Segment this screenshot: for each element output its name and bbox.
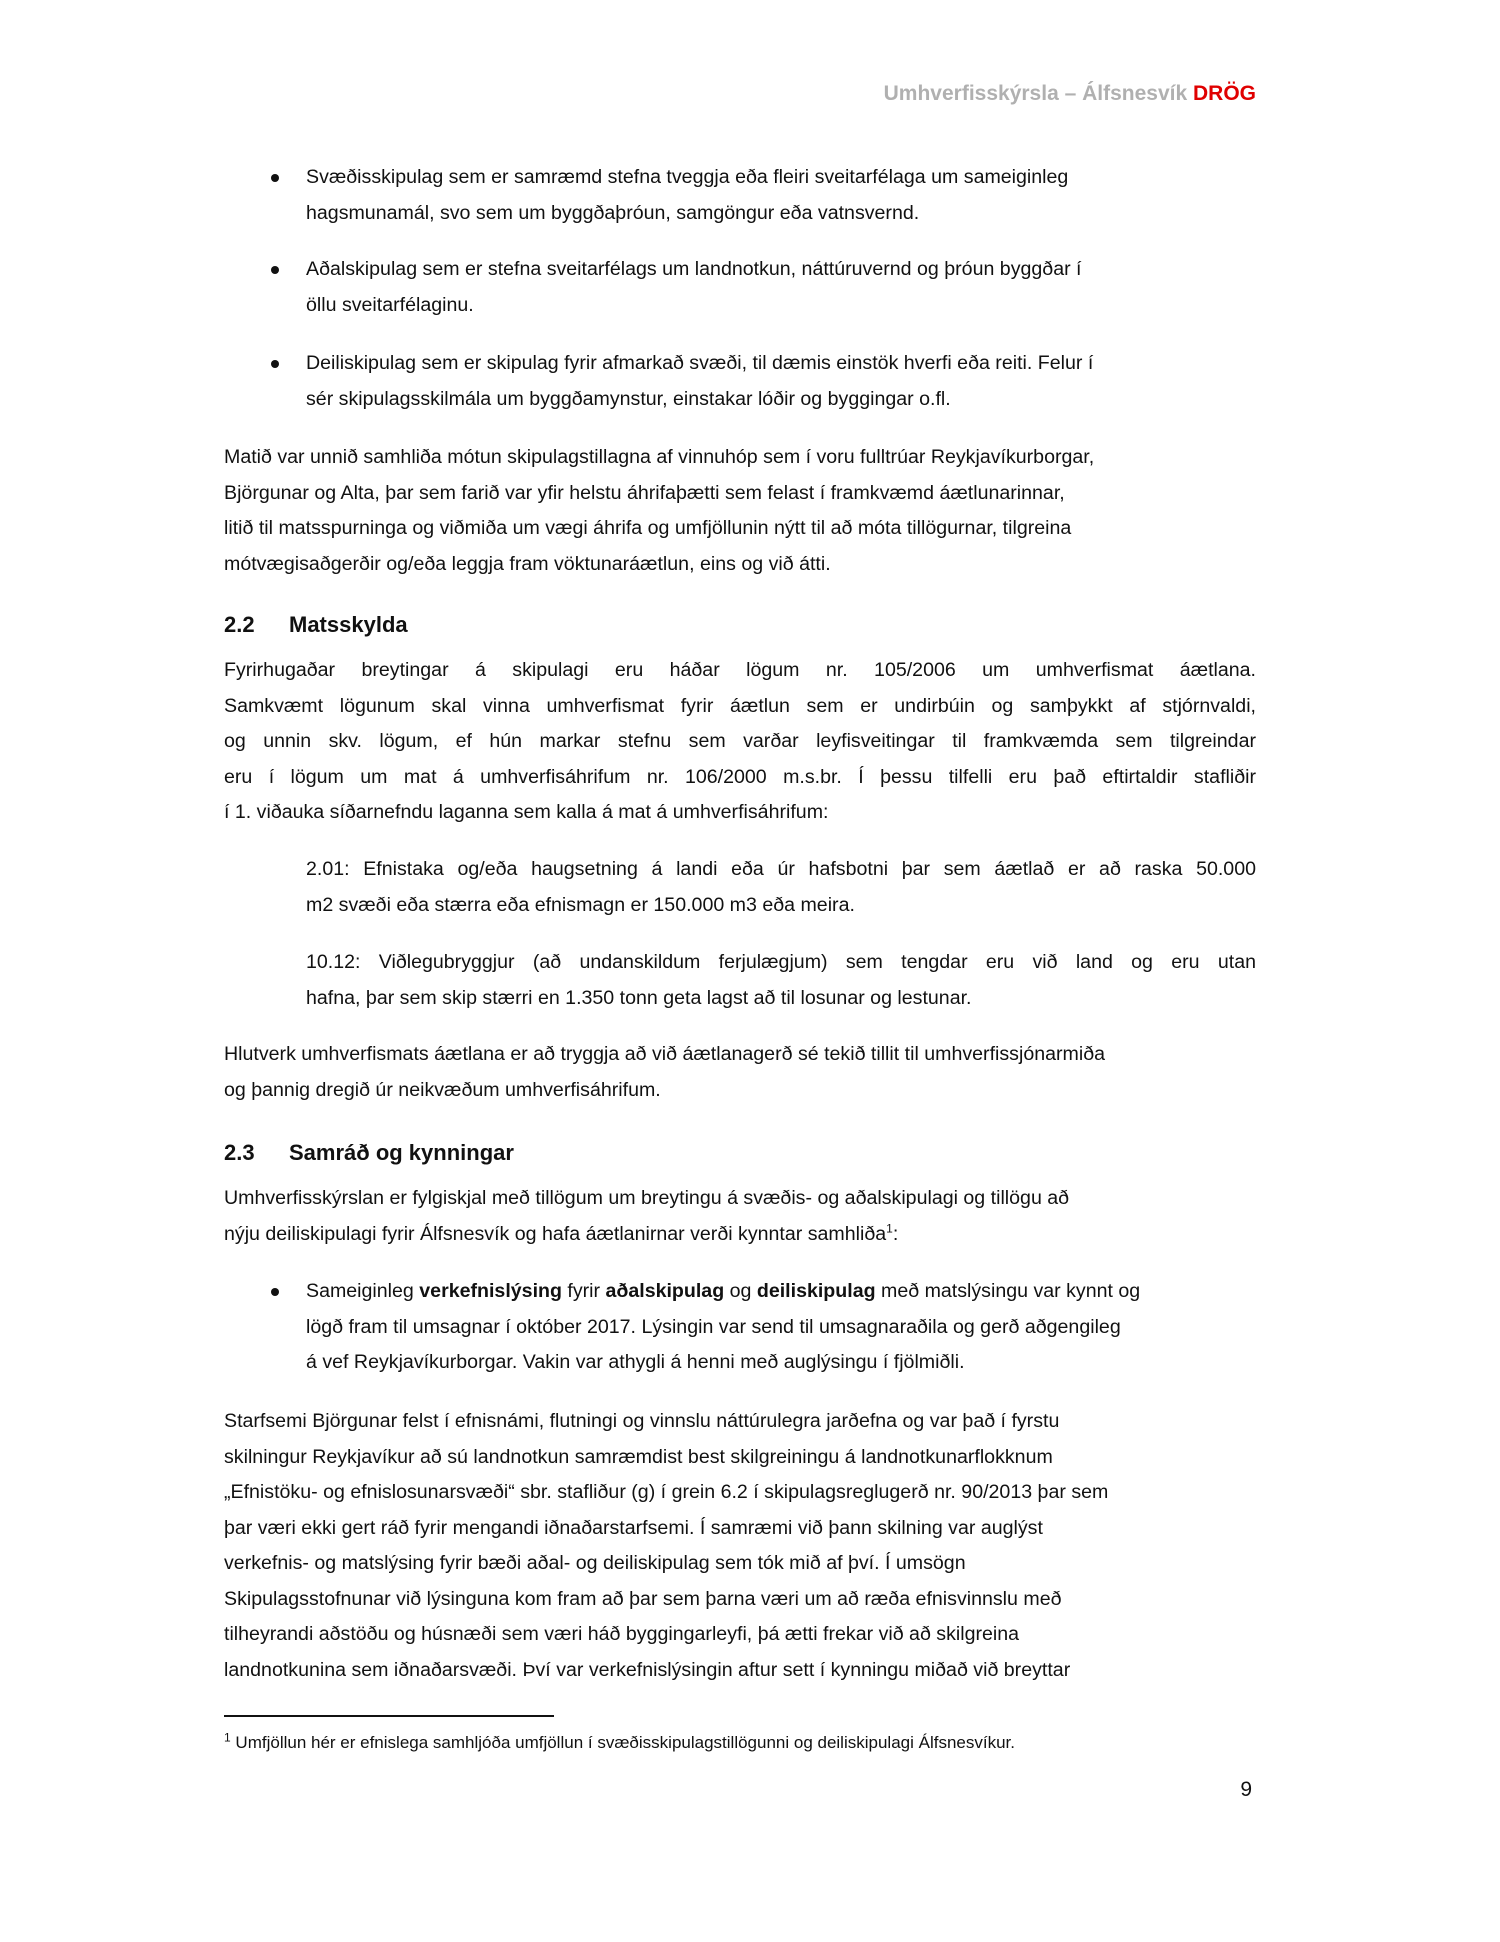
bullet-item-adalskipulag bbox=[306, 252, 1256, 323]
bullet-icon bbox=[271, 266, 279, 274]
footnote-text: Umfjöllun hér er efnislega samhljóða umfjöllun í svæðisskipulagstillögunni og deiliskipulagi Álfsnesvíkur. bbox=[235, 1733, 1015, 1752]
text-run: Sameiginleg bbox=[306, 1280, 420, 1302]
text-line: eru í lögum um mat á umhverfisáhrifum nr. 106/2000 m.s.br. Í þessu tilfelli eru það eftirtaldir stafliðir bbox=[224, 765, 1256, 788]
text-line: nýju deiliskipulagi fyrir Álfsnesvík og hafa áætlanirnar verði kynntar samhliða bbox=[224, 1222, 887, 1245]
section-title: Matsskylda bbox=[289, 612, 408, 637]
text-line: sér skipulagsskilmála um byggðamynstur, einstakar lóðir og byggingar o.fl. bbox=[306, 387, 951, 410]
draft-label: DRÖG bbox=[1193, 82, 1256, 105]
text-line: hafna, þar sem skip stærri en 1.350 tonn geta lagst að til losunar og lestunar. bbox=[306, 986, 972, 1009]
text-line: Starfsemi Björgunar felst í efnisnámi, flutningi og vinnslu náttúrulegra jarðefna og var það í fyrstu bbox=[224, 1410, 1060, 1432]
bullet-item-verkefnislysing bbox=[306, 1274, 1256, 1381]
text-line: mótvægisaðgerðir og/eða leggja fram vöktunaráætlun, eins og við átti. bbox=[224, 552, 831, 575]
bold-run: deiliskipulag bbox=[756, 1280, 876, 1302]
bullet-icon bbox=[271, 174, 279, 182]
list-item-10-12 bbox=[306, 945, 1256, 1016]
text-line: „Efnistöku- og efnislosunarsvæði“ sbr. stafliður (g) í grein 6.2 í skipulagsreglugerð nr. 90/2013 þar sem bbox=[224, 1481, 1109, 1503]
footnote-number: 1 bbox=[224, 1730, 231, 1745]
text-line: Hlutverk umhverfismats áætlana er að tryggja að við áætlanagerð sé tekið tillit til umhverfissjónarmiða bbox=[224, 1043, 1106, 1065]
text-line: Björgunar og Alta, þar sem farið var yfir helstu áhrifaþætti sem felast í framkvæmd áætlunarinnar, bbox=[224, 481, 1065, 504]
footnote bbox=[224, 1730, 1015, 1753]
text-line: og þannig dregið úr neikvæðum umhverfisáhrifum. bbox=[224, 1078, 661, 1101]
text-line: Samkvæmt lögunum skal vinna umhverfismat fyrir áætlun sem er undirbúin og samþykkt af stjórnvaldi, bbox=[224, 694, 1256, 717]
text-line: Matið var unnið samhliða mótun skipulagstillagna af vinnuhóp sem í voru fulltrúar Reykjavíkurborgar, bbox=[224, 446, 1095, 468]
header-title: Umhverfisskýrsla – Álfsnesvík bbox=[883, 82, 1188, 105]
text-line: 10.12: Viðlegubryggjur (að undanskildum ferjulægjum) sem tengdar eru við land og eru utan bbox=[306, 951, 1256, 973]
section-number: 2.3 bbox=[224, 1140, 255, 1165]
text-line: Deiliskipulag sem er skipulag fyrir afmarkað svæði, til dæmis einstök hverfi eða reiti. Felur í bbox=[306, 352, 1094, 374]
text-punct: : bbox=[892, 1222, 899, 1245]
text-line: Fyrirhugaðar breytingar á skipulagi eru háðar lögum nr. 105/2006 um umhverfismat áætlana. bbox=[224, 659, 1256, 681]
paragraph-starfsemi bbox=[224, 1404, 1256, 1688]
text-run: fyrir bbox=[561, 1280, 606, 1302]
text-line: Skipulagsstofnunar við lýsinguna kom fram að þar sem þarna væri um að ræða efnisvinnslu með bbox=[224, 1587, 1062, 1610]
list-item-2-01 bbox=[306, 852, 1256, 923]
bullet-item-svaedisskipulag bbox=[306, 160, 1256, 231]
paragraph-umhverfisskyrslan bbox=[224, 1181, 1256, 1252]
section-heading-2-2 bbox=[224, 612, 408, 638]
bullet-icon bbox=[271, 360, 279, 368]
page-number: 9 bbox=[1240, 1778, 1252, 1801]
text-line: tilheyrandi aðstöðu og húsnæði sem væri háð byggingarleyfi, þá ætti frekar við að skilgreina bbox=[224, 1623, 1020, 1645]
text-line: hagsmunamál, svo sem um byggðaþróun, samgöngur eða vatnsvernd. bbox=[306, 201, 920, 224]
running-header bbox=[884, 82, 1256, 106]
footnote-ref[interactable]: 1 bbox=[886, 1220, 893, 1235]
text-run: með matslýsingu var kynnt og bbox=[875, 1280, 1141, 1302]
paragraph-matid bbox=[224, 440, 1256, 582]
text-line: á vef Reykjavíkurborgar. Vakin var athygli á henni með auglýsingu í fjölmiðli. bbox=[306, 1351, 965, 1373]
text-line: í 1. viðauka síðarnefndu laganna sem kalla á mat á umhverfisáhrifum: bbox=[224, 801, 829, 823]
text-line: Umhverfisskýrslan er fylgiskjal með tillögum um breytingu á svæðis- og aðalskipulagi og tillögu að bbox=[224, 1187, 1070, 1209]
text-line: og unnin skv. lögum, ef hún markar stefnu sem varðar leyfisveitingar til framkvæmda sem tilgreindar bbox=[224, 730, 1256, 752]
text-line: landnotkunina sem iðnaðarsvæði. Því var verkefnislýsingin aftur sett í kynningu miðað við breyttar bbox=[224, 1658, 1071, 1681]
section-title: Samráð og kynningar bbox=[289, 1140, 514, 1165]
bullet-item-deiliskipulag bbox=[306, 346, 1256, 417]
paragraph-hlutverk bbox=[224, 1037, 1256, 1108]
text-line: þar væri ekki gert ráð fyrir mengandi iðnaðarstarfsemi. Í samræmi við þann skilning var auglýst bbox=[224, 1516, 1043, 1539]
text-line: 2.01: Efnistaka og/eða haugsetning á landi eða úr hafsbotni þar sem áætlað er að raska 50.000 bbox=[306, 858, 1256, 880]
bold-run: aðalskipulag bbox=[605, 1280, 725, 1302]
text-run: og bbox=[724, 1280, 757, 1302]
text-line: lögð fram til umsagnar í október 2017. Lýsingin var send til umsagnaraðila og gerð aðgengileg bbox=[306, 1315, 1121, 1338]
text-line: Aðalskipulag sem er stefna sveitarfélags um landnotkun, náttúruvernd og þróun byggðar í bbox=[306, 258, 1082, 280]
paragraph-fyrirhugadar bbox=[224, 653, 1256, 831]
text-line: verkefnis- og matslýsing fyrir bæði aðal- og deiliskipulag sem tók mið af því. Í umsögn bbox=[224, 1552, 966, 1574]
text-line: m2 svæði eða stærra eða efnismagn er 150.000 m3 eða meira. bbox=[306, 893, 855, 916]
section-number: 2.2 bbox=[224, 612, 255, 637]
text-line: litið til matsspurninga og viðmiða um vægi áhrifa og umfjöllunin nýtt til að móta tillögurnar, tilgreina bbox=[224, 517, 1072, 539]
text-line: Svæðisskipulag sem er samræmd stefna tveggja eða fleiri sveitarfélaga um sameiginleg bbox=[306, 166, 1069, 188]
section-heading-2-3 bbox=[224, 1140, 514, 1166]
bold-run: verkefnislýsing bbox=[419, 1280, 562, 1302]
text-line: öllu sveitarfélaginu. bbox=[306, 293, 474, 316]
footnote-separator bbox=[224, 1715, 554, 1717]
bullet-icon bbox=[271, 1288, 279, 1296]
text-line: skilningur Reykjavíkur að sú landnotkun samræmdist best skilgreiningu á landnotkunarflokknum bbox=[224, 1445, 1053, 1468]
